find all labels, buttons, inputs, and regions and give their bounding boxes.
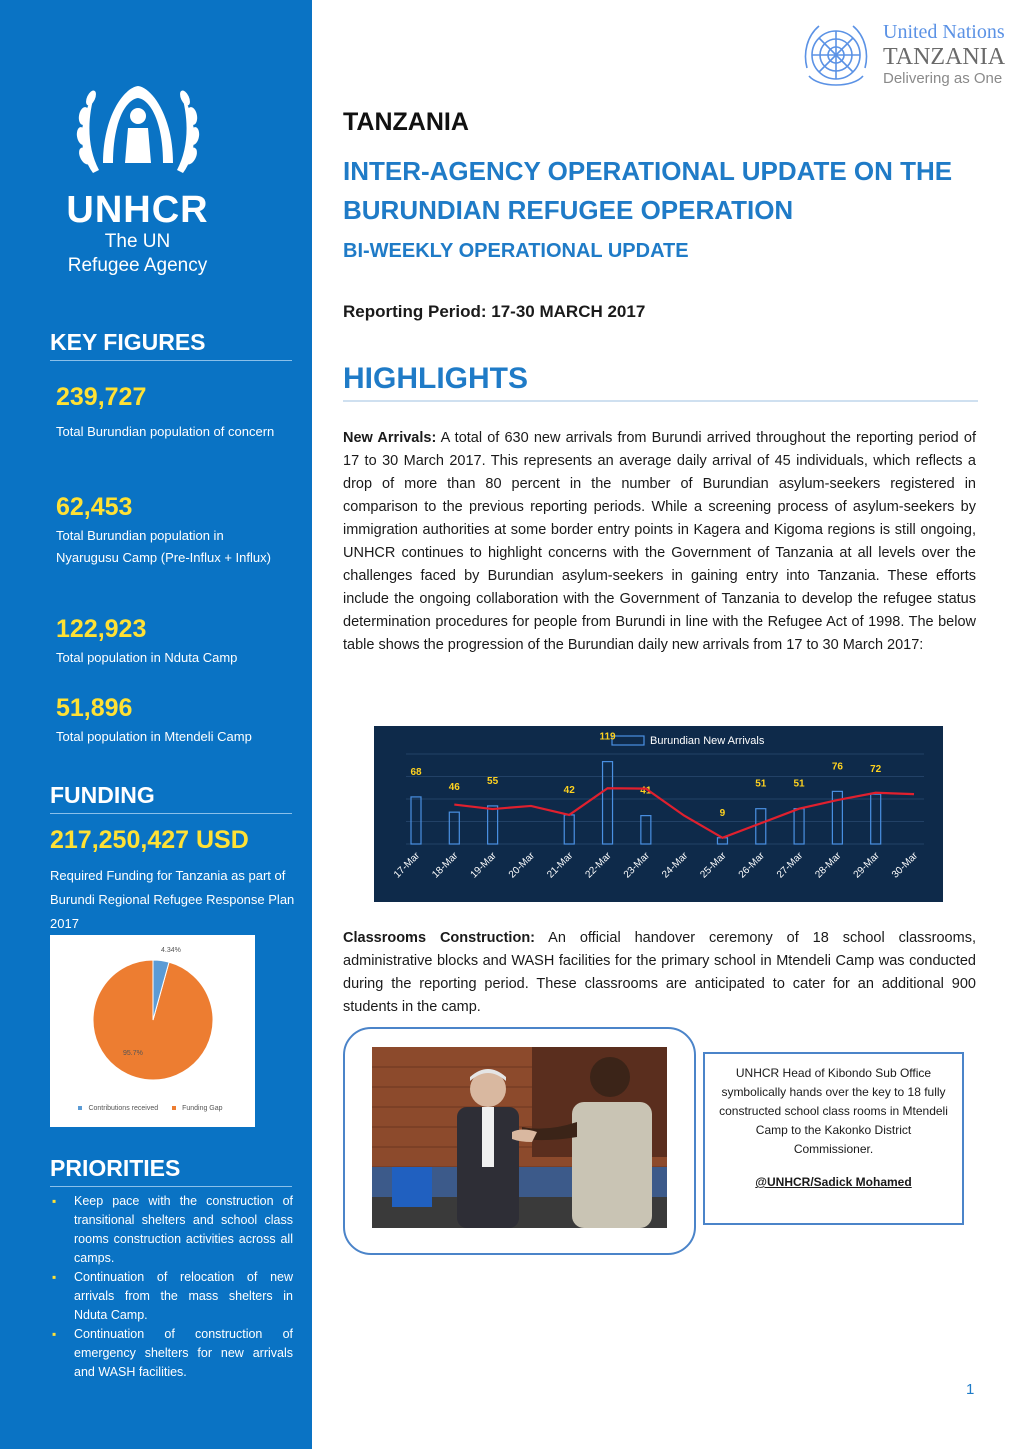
chart-tick-label: 20-Mar <box>506 850 538 881</box>
new-arrivals-chart <box>374 726 943 902</box>
priorities-list <box>50 1192 293 1382</box>
chart-legend-label: Burundian New Arrivals <box>650 735 765 747</box>
classrooms-lead: Classrooms Construction: <box>343 930 535 946</box>
chart-tick-label: 23-Mar <box>621 850 652 881</box>
priority-item: ▪ Continuation of construction of emergency shelters for new arrivals and WASH facilities. <box>50 1325 293 1382</box>
key-figure-label-4: Total population in Mtendeli Camp <box>56 729 252 744</box>
key-figure-label-1: Total Burundian population of concern <box>56 424 275 439</box>
chart-bar <box>488 806 498 844</box>
page-number: 1 <box>966 1381 975 1398</box>
chart-tick-label: 22-Mar <box>583 850 614 881</box>
chart-data-label: 76 <box>831 761 843 773</box>
legend-gap-label: Funding Gap <box>182 1105 223 1112</box>
key-figure-value-4: 51,896 <box>56 694 133 722</box>
chart-tick-label: 21-Mar <box>545 850 576 881</box>
key-figure-value-2: 62,453 <box>56 493 133 521</box>
document-subtitle: BI-WEEKLY OPERATIONAL UPDATE <box>343 240 689 262</box>
legend-received-swatch <box>78 1106 82 1110</box>
photo-caption-box <box>703 1052 964 1225</box>
funding-heading: FUNDING <box>50 782 292 814</box>
un-tanzania-logo <box>795 18 1020 96</box>
legend-gap-swatch <box>172 1106 176 1110</box>
chart-tick-label: 29-Mar <box>851 850 882 881</box>
legend-received-label: Contributions received <box>88 1105 159 1112</box>
reporting-period: Reporting Period: 17-30 MARCH 2017 <box>343 302 646 321</box>
chart-data-label: 68 <box>410 766 422 778</box>
funding-label: Required Funding for Tanzania as part of Burundi Regional Refugee Response Plan 2017 <box>50 868 295 931</box>
chart-tick-label: 18-Mar <box>430 850 461 881</box>
chart-bar <box>794 809 804 844</box>
document-title: INTER-AGENCY OPERATIONAL UPDATE ON THE BURUNDIAN REFUGEE OPERATION <box>343 156 953 225</box>
chart-bar <box>756 809 766 844</box>
pie-label-received: 4.34% <box>161 947 181 954</box>
unhcr-emblem-icon <box>73 78 203 188</box>
photo-caption: UNHCR Head of Kibondo Sub Office symbolically hands over the key to 18 fully constructed school class rooms in Mtendeli Camp to the Kakonko District Commissioner. <box>719 1066 948 1156</box>
chart-tick-label: 17-Mar <box>391 850 423 881</box>
chart-bar <box>871 794 881 844</box>
un-emblem-icon <box>795 18 877 96</box>
unhcr-tagline-line2: Refugee Agency <box>67 255 208 276</box>
chart-bar <box>411 797 421 844</box>
new-arrivals-text: A total of 630 new arrivals from Burundi arrived throughout the reporting period of 17 to 30 March 2017. This represents an average daily arrival of 45 individuals, which reflects a drop of more than 80 percent in the number of Burundian asylum-seekers registered in comparison to the previous reporting periods. While a screening process of asylum-seekers by immigration authorities at some border entry points in Kagera and Kigoma regions is still ongoing, UNHCR continues to highlight concerns with the Government of Tanzania at all levels over the challenges faced by Burundian asylum-seekers in gaining entry into Tanzania. These efforts include the ongoing collaboration with the Government of Tanzania to develop the refugee status determination procedures for people from Burundi in line with the Refugee Act of 1998. The below table shows the progression of the Burundian daily new arrivals from 17 to 30 March 2017: <box>343 430 977 653</box>
chart-tick-label: 28-Mar <box>813 850 844 881</box>
priorities-heading: PRIORITIES <box>50 1155 292 1187</box>
chart-tick-label: 27-Mar <box>775 850 806 881</box>
chart-tick-label: 24-Mar <box>660 850 691 881</box>
classrooms-paragraph <box>343 927 976 1019</box>
un-line1: United Nations <box>883 21 1005 43</box>
funding-pie-chart <box>50 935 255 1127</box>
chart-data-label: 42 <box>563 784 575 796</box>
funding-value: 217,250,427 USD <box>50 826 249 854</box>
sidebar <box>0 0 312 1449</box>
chart-data-label: 72 <box>870 764 882 776</box>
chart-tick-label: 26-Mar <box>736 850 767 881</box>
new-arrivals-paragraph <box>343 427 976 657</box>
chart-bar <box>603 762 613 844</box>
priority-item: ▪ Continuation of relocation of new arrivals from the mass shelters in Nduta Camp. <box>50 1268 293 1325</box>
chart-data-label: 51 <box>755 778 767 790</box>
chart-data-label: 119 <box>599 731 616 743</box>
chart-data-label: 55 <box>487 775 499 787</box>
chart-data-label: 51 <box>793 778 805 790</box>
un-line3: Delivering as One <box>883 70 1003 87</box>
handover-photo <box>372 1047 667 1228</box>
new-arrivals-lead: New Arrivals: <box>343 430 437 446</box>
chart-legend-swatch <box>612 736 644 745</box>
highlights-heading: HIGHLIGHTS <box>343 362 978 402</box>
unhcr-tagline-line1: The UN <box>104 231 171 252</box>
chart-data-label: 41 <box>640 785 652 797</box>
chart-bar <box>641 816 651 844</box>
unhcr-logo <box>50 78 225 278</box>
photo-credit: @UNHCR/Sadick Mohamed <box>755 1175 912 1189</box>
key-figure-value-1: 239,727 <box>56 383 147 411</box>
chart-data-label: 9 <box>719 807 726 819</box>
key-figure-value-3: 122,923 <box>56 615 147 643</box>
pie-label-gap: 95.7% <box>123 1050 143 1057</box>
chart-bar <box>449 812 459 844</box>
un-line2: TANZANIA <box>883 44 1006 70</box>
classrooms-text: An official handover ceremony of 18 school classrooms, administrative blocks and WASH facilities for the primary school in Mtendeli Camp was conducted during the reporting period. These classrooms are anticipated to cater for an additional 900 students in the camp. <box>343 930 976 1015</box>
pie-legend <box>50 1105 255 1112</box>
chart-tick-label: 30-Mar <box>889 850 921 881</box>
country-heading: TANZANIA <box>343 108 469 136</box>
chart-trend-line <box>454 785 914 838</box>
priority-item: ▪ Keep pace with the construction of transitional shelters and school class rooms construction activities across all camps. <box>50 1192 293 1268</box>
chart-bar <box>564 815 574 844</box>
key-figure-label-3: Total population in Nduta Camp <box>56 650 238 665</box>
unhcr-wordmark: UNHCR <box>66 189 209 231</box>
key-figure-label-2: Total Burundian population in Nyarugusu Camp (Pre-Influx + Influx) <box>56 528 271 565</box>
chart-data-label: 46 <box>448 782 460 794</box>
chart-tick-label: 19-Mar <box>468 850 499 881</box>
chart-tick-label: 25-Mar <box>698 850 729 881</box>
key-figures-heading: KEY FIGURES <box>50 329 292 361</box>
